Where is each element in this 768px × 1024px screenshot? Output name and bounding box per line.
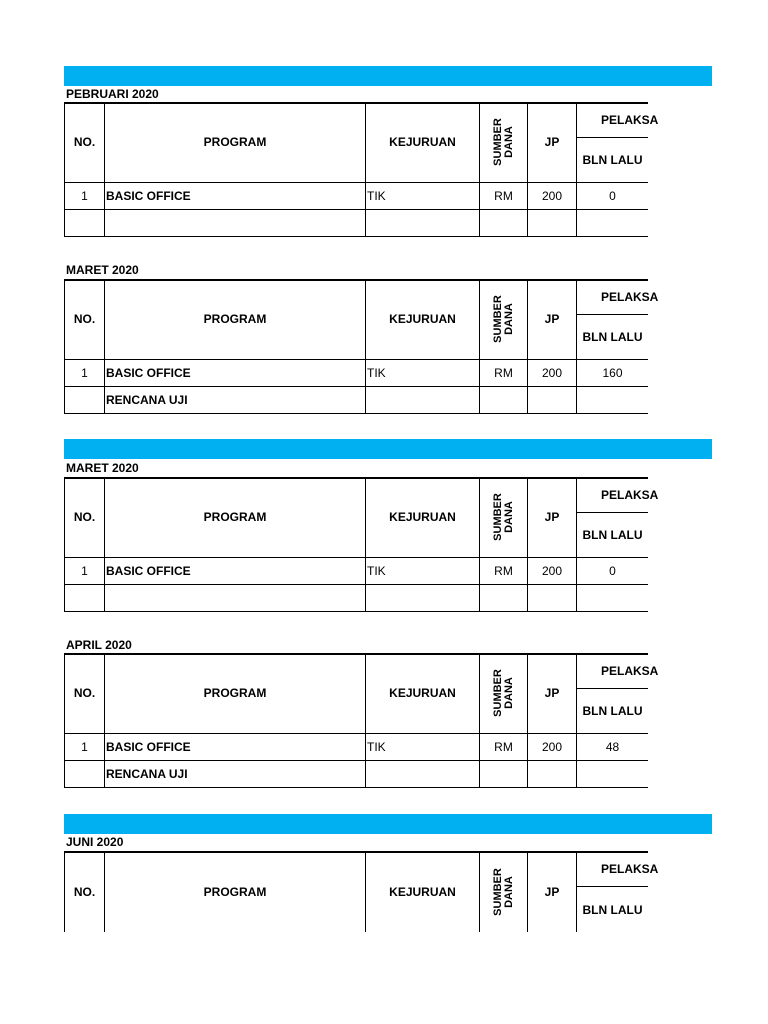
column-header: JP — [527, 279, 576, 360]
cell-sumber — [479, 761, 527, 788]
column-header: NO. — [64, 851, 104, 932]
column-header: NO. — [64, 477, 104, 558]
column-header: JP — [527, 102, 576, 183]
column-header: KEJURUAN — [365, 653, 479, 734]
month-label: MARET 2020 — [66, 263, 139, 277]
column-header — [479, 477, 527, 558]
data-table — [64, 102, 659, 238]
cell-sumber: RM — [479, 360, 527, 387]
bln-lalu-header: BLN LALU — [576, 138, 648, 183]
cell-jp — [527, 585, 576, 612]
column-header: PROGRAM — [104, 279, 365, 360]
pelaksanaan-header: PELAKSA — [576, 102, 648, 138]
column-header: JP — [527, 477, 576, 558]
data-table — [64, 851, 659, 932]
cell-bln_lalu — [576, 387, 648, 414]
bln-lalu-header: BLN LALU — [576, 315, 648, 360]
section-header-bar — [64, 439, 712, 459]
cell-bln_lalu: 48 — [576, 734, 648, 761]
cell-no — [64, 761, 104, 788]
column-header: KEJURUAN — [365, 102, 479, 183]
data-table — [64, 653, 659, 789]
column-header: NO. — [64, 102, 104, 183]
cell-kejuruan — [365, 585, 479, 612]
cell-no — [64, 585, 104, 612]
cell-jp: 200 — [527, 734, 576, 761]
bln-lalu-header: BLN LALU — [576, 887, 648, 932]
cell-jp — [527, 387, 576, 414]
column-header: PROGRAM — [104, 477, 365, 558]
section-header-bar — [64, 66, 712, 86]
cell-kejuruan: TIK — [365, 183, 479, 210]
column-header — [479, 102, 527, 183]
cell-jp: 200 — [527, 558, 576, 585]
cell-kejuruan — [365, 761, 479, 788]
column-header: PROGRAM — [104, 653, 365, 734]
cell-program — [104, 585, 365, 612]
cell-kejuruan: TIK — [365, 558, 479, 585]
cell-kejuruan — [365, 387, 479, 414]
sumber-dana-label: SUMBER DANA — [491, 669, 515, 717]
pelaksanaan-header: PELAKSA — [576, 851, 648, 887]
column-header: JP — [527, 653, 576, 734]
cell-sumber: RM — [479, 183, 527, 210]
column-header: NO. — [64, 653, 104, 734]
month-label: JUNI 2020 — [66, 835, 124, 849]
data-table — [64, 477, 659, 613]
column-header — [479, 279, 527, 360]
section-header-bar — [64, 814, 712, 834]
month-label: APRIL 2020 — [66, 638, 132, 652]
sumber-dana-label: SUMBER DANA — [491, 295, 515, 343]
column-header: KEJURUAN — [365, 851, 479, 932]
cell-program: RENCANA UJI — [104, 387, 365, 414]
cell-bln_lalu — [576, 210, 648, 237]
cell-bln_lalu: 0 — [576, 558, 648, 585]
column-header: KEJURUAN — [365, 279, 479, 360]
cell-kejuruan: TIK — [365, 360, 479, 387]
cell-jp: 200 — [527, 183, 576, 210]
column-header: NO. — [64, 279, 104, 360]
cell-no — [64, 387, 104, 414]
cell-kejuruan — [365, 210, 479, 237]
sumber-dana-label: SUMBER DANA — [491, 118, 515, 166]
cell-program: BASIC OFFICE — [104, 734, 365, 761]
pelaksanaan-header: PELAKSA — [576, 279, 648, 315]
cell-kejuruan: TIK — [365, 734, 479, 761]
cell-sumber — [479, 210, 527, 237]
cell-sumber — [479, 387, 527, 414]
cell-bln_lalu: 0 — [576, 183, 648, 210]
column-header: PROGRAM — [104, 851, 365, 932]
cell-jp: 200 — [527, 360, 576, 387]
cell-bln_lalu — [576, 761, 648, 788]
cell-bln_lalu — [576, 585, 648, 612]
cell-bln_lalu: 160 — [576, 360, 648, 387]
cell-program — [104, 210, 365, 237]
cell-program: BASIC OFFICE — [104, 558, 365, 585]
cell-program: RENCANA UJI — [104, 761, 365, 788]
cell-jp — [527, 761, 576, 788]
cell-no: 1 — [64, 558, 104, 585]
column-header: JP — [527, 851, 576, 932]
cell-no: 1 — [64, 734, 104, 761]
cell-no — [64, 210, 104, 237]
cell-no: 1 — [64, 360, 104, 387]
month-label: MARET 2020 — [66, 461, 139, 475]
sumber-dana-label: SUMBER DANA — [491, 493, 515, 541]
column-header — [479, 653, 527, 734]
sumber-dana-label: SUMBER DANA — [491, 867, 515, 916]
column-header: PROGRAM — [104, 102, 365, 183]
cell-sumber: RM — [479, 734, 527, 761]
cell-program: BASIC OFFICE — [104, 360, 365, 387]
cell-jp — [527, 210, 576, 237]
pelaksanaan-header: PELAKSA — [576, 477, 648, 513]
column-header: KEJURUAN — [365, 477, 479, 558]
month-label: PEBRUARI 2020 — [66, 87, 159, 101]
cell-no: 1 — [64, 183, 104, 210]
cell-program: BASIC OFFICE — [104, 183, 365, 210]
data-table — [64, 279, 659, 415]
column-header — [479, 851, 527, 932]
cell-sumber: RM — [479, 558, 527, 585]
bln-lalu-header: BLN LALU — [576, 513, 648, 558]
pelaksanaan-header: PELAKSA — [576, 653, 648, 689]
cell-sumber — [479, 585, 527, 612]
bln-lalu-header: BLN LALU — [576, 689, 648, 734]
